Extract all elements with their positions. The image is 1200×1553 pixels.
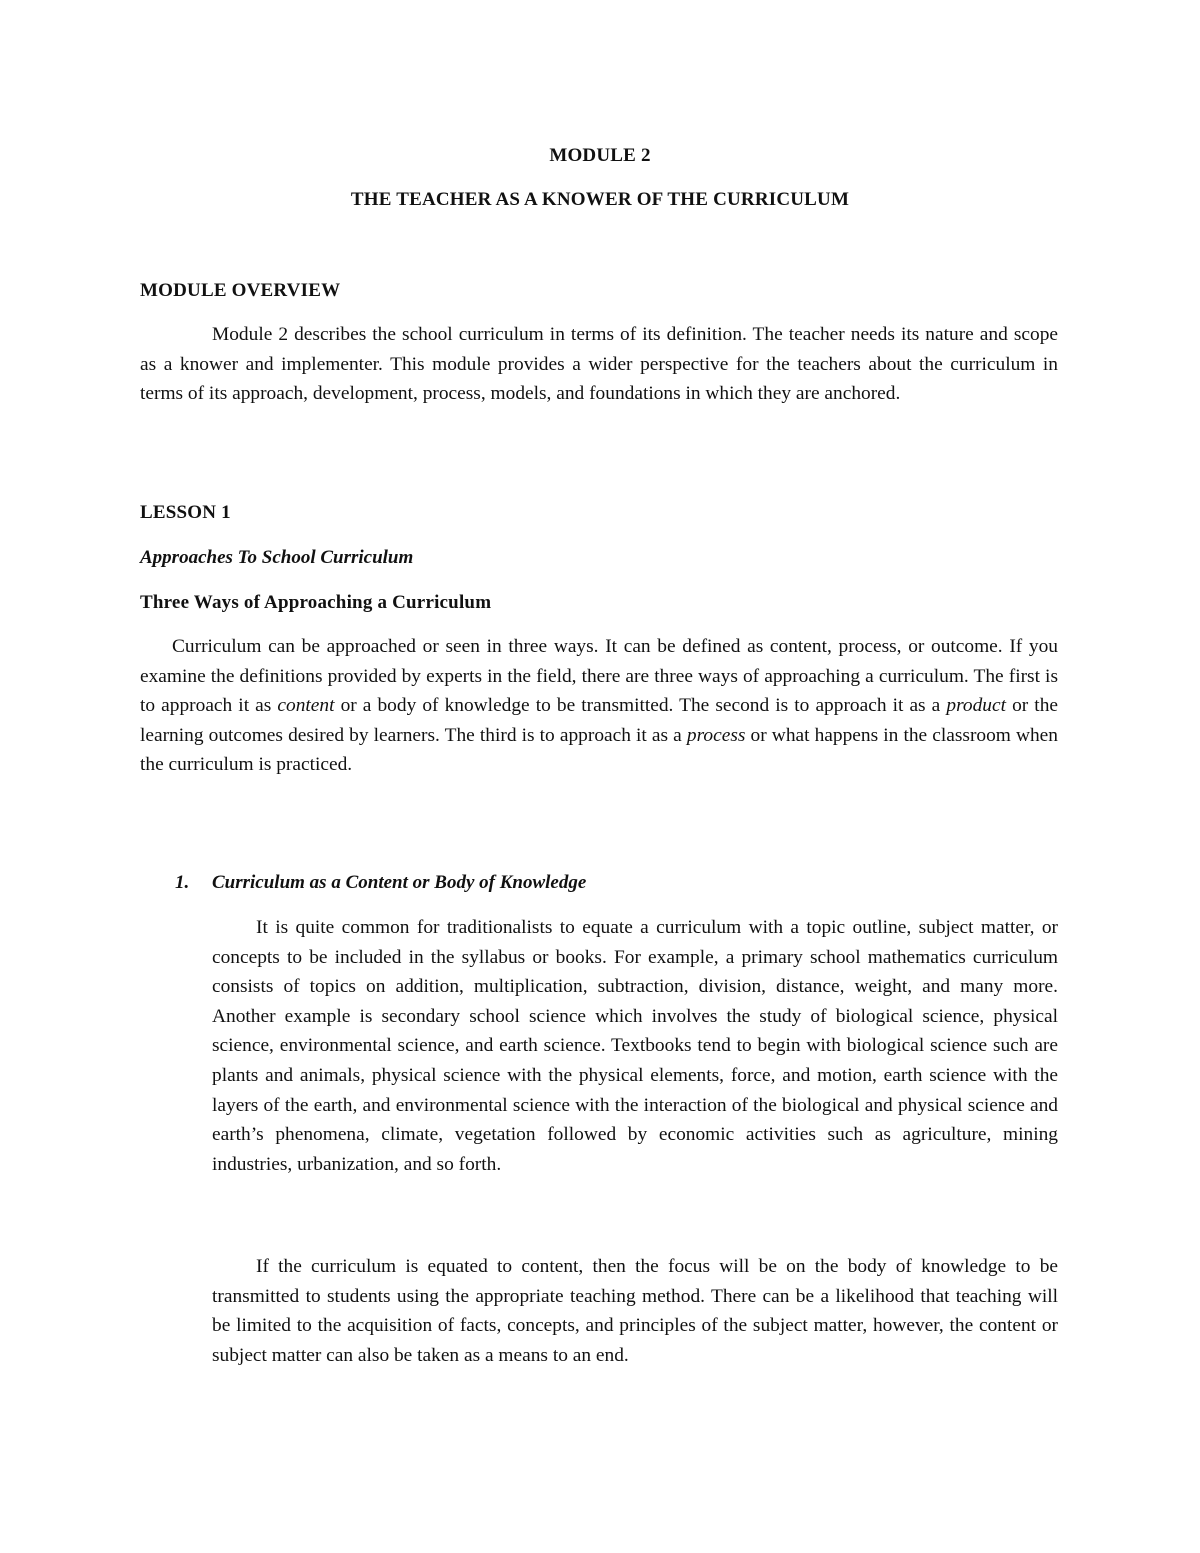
term-content: content	[277, 695, 335, 717]
intro-text-3: or the learning outcomes desired by learners. The third is to approach it as a	[140, 695, 1058, 746]
term-process: process	[686, 724, 746, 746]
section1-title: Curriculum as a Content or Body of Knowledge	[212, 872, 587, 893]
module-title: THE TEACHER AS A KNOWER OF THE CURRICULUM	[350, 189, 850, 210]
section1-heading	[175, 872, 586, 894]
lesson-heading: LESSON 1	[140, 502, 231, 523]
intro-text-1: Curriculum can be approached or seen in three ways. It can be defined as content, process, or outcome. If you examine the definitions provided by experts in the field, there are three ways of approaching a curriculum. The first is to approach it as	[140, 636, 1058, 717]
section1-paragraph-2: If the curriculum is equated to content, then the focus will be on the body of knowledge to be transmitted to students using the appropriate teaching method. There can be a likelihood that teaching will be limited to the acquisition of facts, concepts, and principles of the subject matter, however, the content or subject matter can also be taken as a means to an end.	[212, 1256, 1058, 1366]
module-number: MODULE 2	[549, 145, 651, 166]
intro-text-2: or a body of knowledge to be transmitted. The second is to approach it as a	[334, 695, 947, 717]
intro-text-4: or what happens in the classroom when the curriculum is practiced.	[140, 724, 1058, 776]
lesson-subtitle: Approaches To School Curriculum	[140, 547, 414, 568]
section1-number: 1.	[175, 872, 190, 893]
section1-paragraph-1: It is quite common for traditionalists to equate a curriculum with a topic outline, subject matter, or concepts to be included in the syllabus or books. For example, a primary school mathematics curriculum consists of topics on addition, multiplication, subtraction, division, distance, weight, and many more. Another example is secondary school science which involves the study of biological science, physical science, environmental science, and earth science. Textbooks tend to begin with biological science such are plants and animals, physical science with the physical elements, force, and motion, earth science with the layers of the earth, and environmental science with the interaction of the biological and physical science and earth’s phenomena, climate, vegetation followed by economic activities such as agriculture, mining industries, urbanization, and so forth.	[212, 917, 1058, 1175]
overview-heading: MODULE OVERVIEW	[140, 280, 341, 301]
lesson-intro-paragraph	[140, 632, 1058, 780]
term-product: product	[946, 695, 1006, 717]
section-heading: Three Ways of Approaching a Curriculum	[140, 592, 492, 613]
overview-paragraph: Module 2 describes the school curriculum in terms of its definition. The teacher needs its nature and scope as a knower and implementer. This module provides a wider perspective for the teachers about the curriculum in terms of its approach, development, process, models, and foundations in which they are anchored.	[140, 324, 1058, 405]
